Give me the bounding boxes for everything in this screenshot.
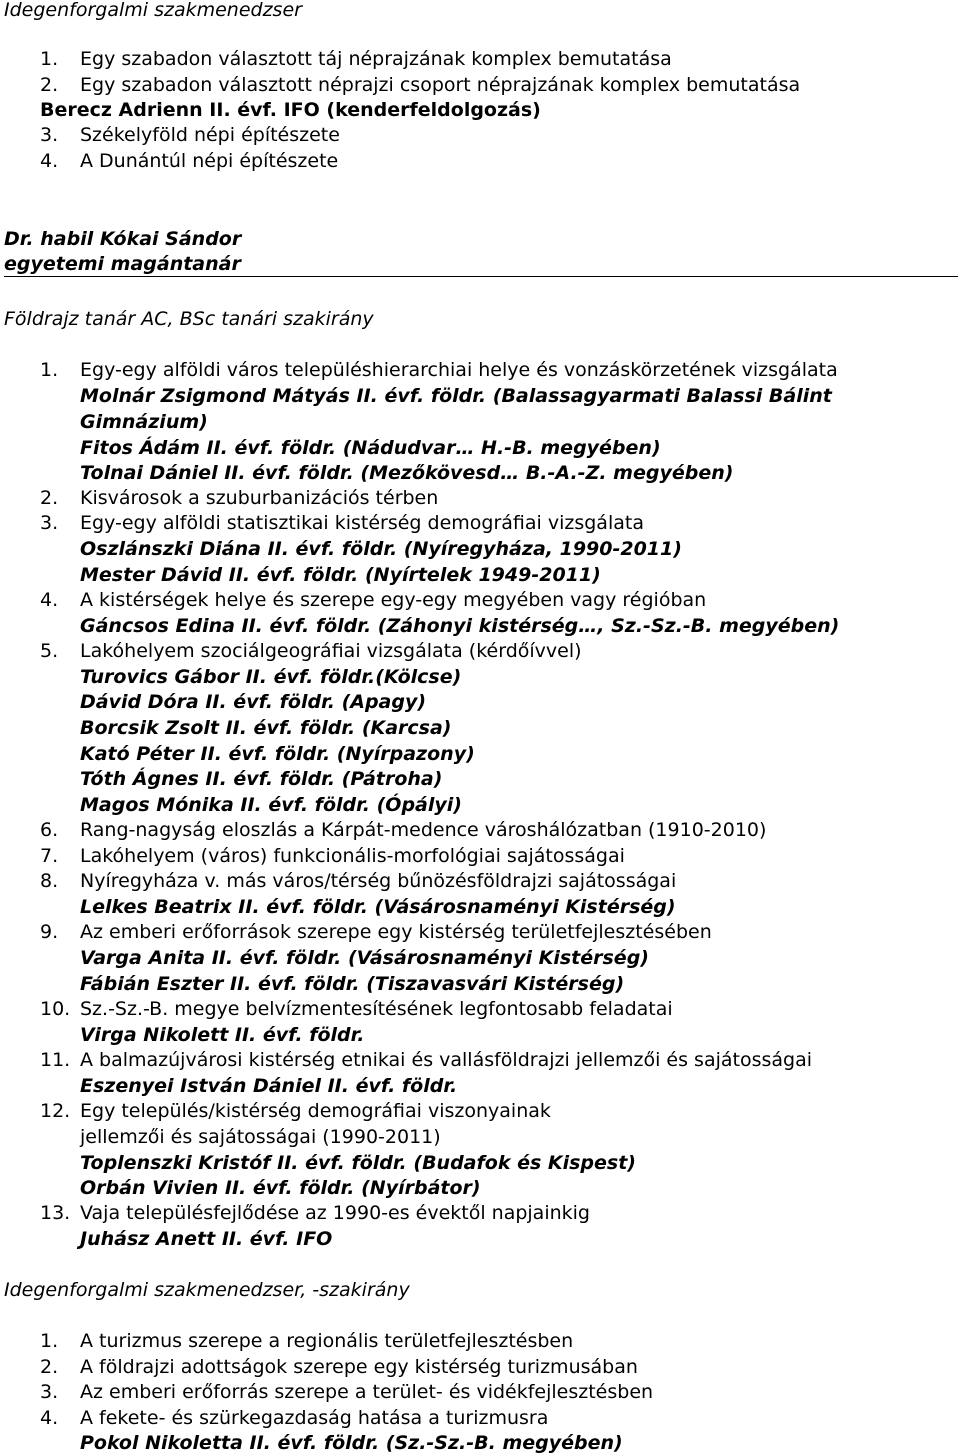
student-entry: Kató Péter II. évf. földr. (Nyírpazony)	[80, 743, 475, 765]
section-title: Idegenforgalmi szakmenedzser, -szakirány	[4, 1279, 410, 1301]
supervisor-position: egyetemi magántanár	[4, 253, 241, 275]
student-entry: Lelkes Beatrix II. évf. földr. (Vásárosnaményi Kistérség)	[80, 896, 676, 918]
list-item-number: 8.	[40, 870, 59, 892]
list-item-topic: A balmazújvárosi kistérség etnikai és vallásföldrajzi jellemzői és sajátosságai	[80, 1049, 813, 1071]
list-item-topic: A kistérségek helye és szerepe egy-egy megyében vagy régióban	[80, 589, 707, 611]
list-item-number: 3.	[40, 512, 59, 534]
student-entry: Molnár Zsigmond Mátyás II. évf. földr. (Balassagyarmati Balassi Bálint	[80, 385, 832, 407]
list-item-number: 5.	[40, 640, 59, 662]
section-title: Idegenforgalmi szakmenedzser	[4, 0, 302, 21]
list-item-topic: Sz.-Sz.-B. megye belvízmentesítésének legfontosabb feladatai	[80, 998, 673, 1020]
list-item-topic: Egy szabadon választott táj néprajzának komplex bemutatása	[80, 48, 672, 70]
student-entry: Mester Dávid II. évf. földr. (Nyírtelek 1949-2011)	[80, 564, 601, 586]
student-entry: Berecz Adrienn II. évf. IFO (kenderfeldolgozás)	[40, 99, 541, 121]
student-entry: Juhász Anett II. évf. IFO	[80, 1228, 333, 1250]
list-item-topic: A földrajzi adottságok szerepe egy kistérség turizmusában	[80, 1356, 638, 1378]
student-entry: Eszenyei István Dániel II. évf. földr.	[80, 1075, 458, 1097]
section-title: Földrajz tanár AC, BSc tanári szakirány	[4, 308, 374, 330]
list-item-number: 4.	[40, 1407, 59, 1429]
list-item-number: 3.	[40, 1381, 59, 1403]
list-item-number: 1.	[40, 359, 59, 381]
list-item-number: 11.	[40, 1049, 71, 1071]
list-item-topic: Egy település/kistérség demográfiai viszonyainak	[80, 1100, 551, 1122]
list-item-topic: Egy-egy alföldi város településhierarchiai helye és vonzáskörzetének vizsgálata	[80, 359, 838, 381]
list-item-topic: Nyíregyháza v. más város/térség bűnözésföldrajzi sajátosságai	[80, 870, 677, 892]
list-item-number: 4.	[40, 150, 59, 172]
student-entry: Magos Mónika II. évf. földr. (Ópályi)	[80, 794, 462, 816]
student-entry: Fábián Eszter II. évf. földr. (Tiszavasvári Kistérség)	[80, 973, 625, 995]
list-item-number: 2.	[40, 74, 59, 96]
student-entry: Gáncsos Edina II. évf. földr. (Záhonyi kistérség…, Sz.-Sz.-B. megyében)	[80, 615, 840, 637]
student-entry: Virga Nikolett II. évf. földr.	[80, 1024, 365, 1046]
student-entry: Oszlánszki Diána II. évf. földr. (Nyíregyháza, 1990-2011)	[80, 538, 682, 560]
list-item-number: 2.	[40, 1356, 59, 1378]
list-item-number: 12.	[40, 1100, 71, 1122]
student-entry: Pokol Nikoletta II. évf. földr. (Sz.-Sz.-B. megyében)	[80, 1432, 623, 1454]
student-entry: Tolnai Dániel II. évf. földr. (Mezőkövesd… B.-A.-Z. megyében)	[80, 462, 734, 484]
list-item-topic: Székelyföld népi építészete	[80, 124, 340, 146]
list-item-number: 13.	[40, 1202, 71, 1224]
list-item-topic: Egy szabadon választott néprajzi csoport néprajzának komplex bemutatása	[80, 74, 801, 96]
list-item-topic: A fekete- és szürkegazdaság hatása a turizmusra	[80, 1407, 549, 1429]
list-item-number: 4.	[40, 589, 59, 611]
list-item-number: 1.	[40, 48, 59, 70]
list-item-topic: A turizmus szerepe a regionális területfejlesztésben	[80, 1330, 574, 1352]
student-entry: Fitos Ádám II. évf. földr. (Nádudvar… H.-B. megyében)	[80, 437, 661, 459]
list-item-topic: Az emberi erőforrások szerepe egy kistérség területfejlesztésében	[80, 921, 712, 943]
student-entry: Gimnázium)	[80, 411, 208, 433]
student-entry: Borcsik Zsolt II. évf. földr. (Karcsa)	[80, 717, 452, 739]
list-item-number: 2.	[40, 487, 59, 509]
list-item-topic: A Dunántúl népi építészete	[80, 150, 339, 172]
list-item-number: 7.	[40, 845, 59, 867]
list-item-number: 9.	[40, 921, 59, 943]
student-entry: Orbán Vivien II. évf. földr. (Nyírbátor)	[80, 1177, 481, 1199]
student-entry: Dávid Dóra II. évf. földr. (Apagy)	[80, 691, 427, 713]
student-entry: Toplenszki Kristóf II. évf. földr. (Budafok és Kispest)	[80, 1152, 636, 1174]
list-item-topic: Az emberi erőforrás szerepe a terület- és vidékfejlesztésben	[80, 1381, 654, 1403]
list-item-topic-continued: jellemzői és sajátosságai (1990-2011)	[80, 1126, 441, 1148]
list-item-topic: Rang-nagyság eloszlás a Kárpát-medence városhálózatban (1910-2010)	[80, 819, 767, 841]
student-entry: Varga Anita II. évf. földr. (Vásárosnaményi Kistérség)	[80, 947, 649, 969]
list-item-topic: Kisvárosok a szuburbanizációs térben	[80, 487, 439, 509]
supervisor-name: Dr. habil Kókai Sándor	[4, 228, 242, 250]
list-item-number: 10.	[40, 998, 71, 1020]
list-item-number: 1.	[40, 1330, 59, 1352]
student-entry: Turovics Gábor II. évf. földr.(Kölcse)	[80, 666, 462, 688]
section-divider	[4, 276, 958, 277]
list-item-number: 3.	[40, 124, 59, 146]
list-item-topic: Egy-egy alföldi statisztikai kistérség demográfiai vizsgálata	[80, 512, 644, 534]
list-item-topic: Lakóhelyem szociálgeográfiai vizsgálata (kérdőívvel)	[80, 640, 582, 662]
list-item-number: 6.	[40, 819, 59, 841]
list-item-topic: Vaja településfejlődése az 1990-es évektől napjainkig	[80, 1202, 590, 1224]
student-entry: Tóth Ágnes II. évf. földr. (Pátroha)	[80, 768, 443, 790]
list-item-topic: Lakóhelyem (város) funkcionális-morfológiai sajátosságai	[80, 845, 625, 867]
